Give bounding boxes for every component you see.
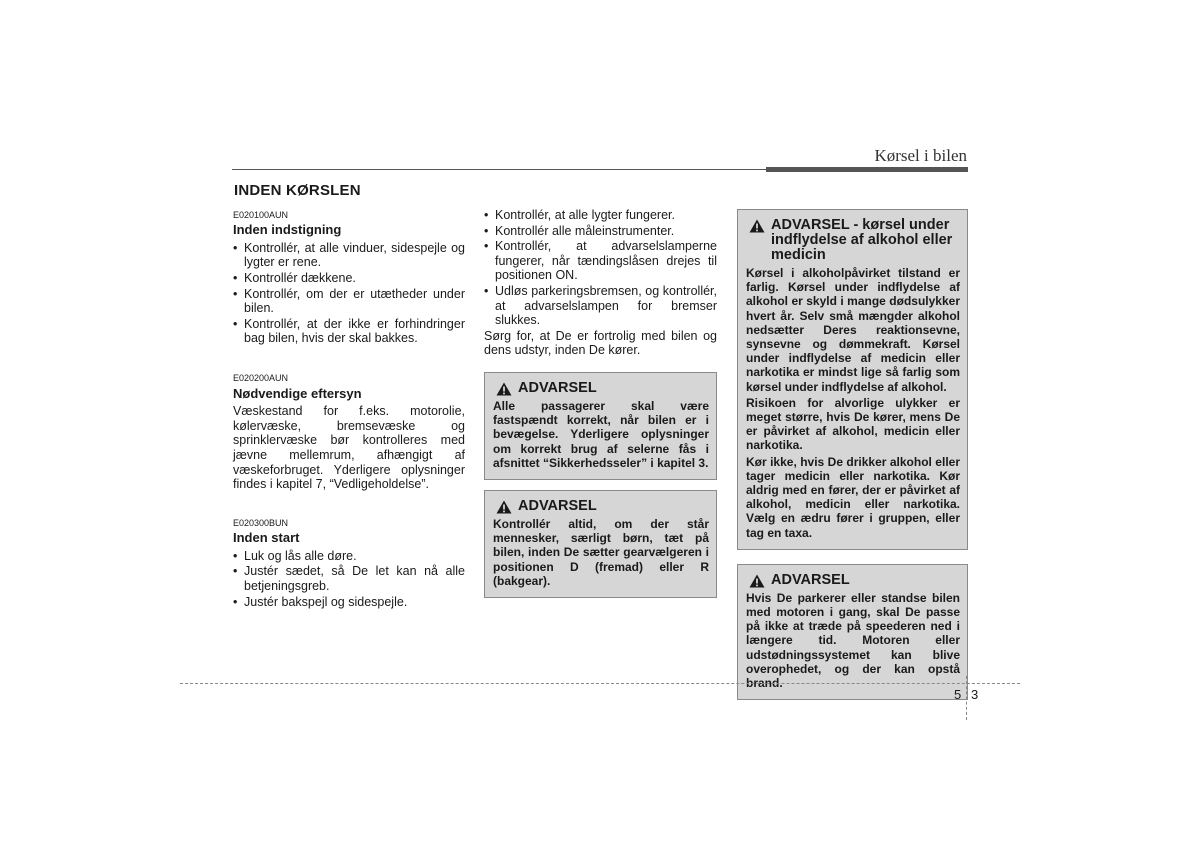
warning-triangle-icon bbox=[496, 500, 512, 514]
list-item: • Luk og lås alle døre. bbox=[233, 549, 465, 564]
body-paragraph: Sørg for, at De er fortrolig med bilen og dens udstyr, inden De kører. bbox=[484, 328, 717, 358]
warning-box-engine bbox=[737, 564, 968, 700]
column-middle bbox=[484, 208, 717, 598]
page-number: 3 bbox=[971, 687, 979, 702]
warning-triangle-icon bbox=[749, 574, 765, 588]
warning-text: Risikoen for alvorlige ulykker er meget større, hvis De kører, mens De er påvirket af alkohol, medicin eller narkotika. bbox=[746, 395, 960, 453]
subheading: Nødvendige eftersyn bbox=[233, 385, 362, 401]
list-item: • Kontrollér, at der ikke er forhindringer bag bilen, hvis der skal bakkes. bbox=[233, 317, 465, 346]
warning-text: Hvis De parkerer eller standse bilen med motoren i gang, skal De passe på ikke at træde på speederen ned i længere tid. Motoren eller udstødningssystemet kan blive overophedet, og der kan opstå brand. bbox=[746, 590, 960, 691]
warning-box-alcohol bbox=[737, 209, 968, 550]
list-item: • Kontrollér, at alle vinduer, sidespejle og lygter er rene. bbox=[233, 241, 465, 270]
warning-title: ADVARSEL bbox=[771, 571, 850, 588]
chapter-number: 5 bbox=[954, 687, 962, 702]
block-noedvendige-eftersyn bbox=[233, 371, 465, 492]
warning-text: Alle passagerer skal være fastspændt korrekt, når bilen er i bevægelse. Yderligere oplysninger om korrekt brug af selerne fås i afsnittet “Sikkerhedsseler” i kapitel 3. bbox=[493, 398, 709, 470]
warning-title: ADVARSEL bbox=[518, 497, 597, 514]
warning-text: Kørsel i alkoholpåvirket tilstand er farlig. Kørsel under indflydelse af alkohol er skyld i mange dødsulykker hvert år. Selv små mængder alkohol nedsætter Deres reaktionsevne, synsevne og dømmekraft. Kørsel under indflydelse af medicin eller narkotika er mindst lige så farlig som kørsel under indflydelse af alkohol. bbox=[746, 266, 960, 394]
warning-triangle-icon bbox=[496, 382, 512, 396]
warning-box bbox=[484, 372, 717, 480]
subheading: Inden indstigning bbox=[233, 222, 342, 238]
bullet-list bbox=[233, 241, 465, 346]
list-item: • Kontrollér, at advarselslamperne fungerer, når tændingslåsen drejes til positionen ON. bbox=[484, 239, 717, 283]
block-inden-indstigning bbox=[233, 208, 465, 346]
bullet-list bbox=[484, 208, 717, 328]
list-item: • Kontrollér, at alle lygter fungerer. bbox=[484, 208, 717, 223]
section-title: INDEN KØRSLEN bbox=[234, 182, 361, 199]
list-item: • Justér sædet, så De let kan nå alle betjeningsgreb. bbox=[233, 564, 465, 593]
bullet-list bbox=[233, 549, 465, 609]
list-item: • Kontrollér dækkene. bbox=[233, 271, 465, 286]
section-code: E020200AUN bbox=[233, 372, 289, 383]
block-inden-start bbox=[233, 516, 465, 610]
list-item: • Kontrollér alle måleinstrumenter. bbox=[484, 224, 717, 239]
warning-text: Kontrollér altid, om der står mennesker, særligt børn, tæt på bilen, inden De sætter gearvælgeren i positionen D (fremad) eller R (bakgear). bbox=[493, 516, 709, 588]
warning-triangle-icon bbox=[749, 219, 765, 233]
list-item: • Justér bakspejl og sidespejle. bbox=[233, 595, 465, 610]
footer-dotted-rule bbox=[180, 683, 1020, 684]
subheading: Inden start bbox=[233, 530, 300, 546]
section-code: E020100AUN bbox=[233, 209, 289, 220]
header-rule-accent bbox=[766, 167, 968, 172]
column-left bbox=[233, 184, 465, 610]
body-paragraph: Væskestand for f.eks. motorolie, kølervæske, bremsevæske og sprinklervæske bør kontrolleres med jævne mellemrum, afhængigt af væskeforbruget. Yderligere oplysninger findes i kapitel 7, “Vedligeholdelse”. bbox=[233, 404, 465, 492]
chapter-title: Kørsel i bilen bbox=[874, 146, 967, 165]
column-right bbox=[737, 209, 968, 700]
list-item: • Udløs parkeringsbremsen, og kontrollér, at advarselslampen for bremser slukkes. bbox=[484, 284, 717, 328]
warning-title: ADVARSEL - kørsel under indflydelse af alkohol eller medicin bbox=[771, 217, 953, 263]
section-code: E020300BUN bbox=[233, 517, 289, 528]
list-item: • Kontrollér, om der er utætheder under bilen. bbox=[233, 287, 465, 316]
warning-box bbox=[484, 490, 717, 598]
warning-title: ADVARSEL bbox=[518, 379, 597, 396]
footer-page-divider bbox=[966, 676, 967, 720]
warning-text: Kør ikke, hvis De drikker alkohol eller tager medicin eller narkotika. Kør aldrig med en fører, der er påvirket af alkohol, medicin eller narkotika. Vælg en ædru fører i gruppen, eller tag en taxa. bbox=[746, 454, 960, 540]
